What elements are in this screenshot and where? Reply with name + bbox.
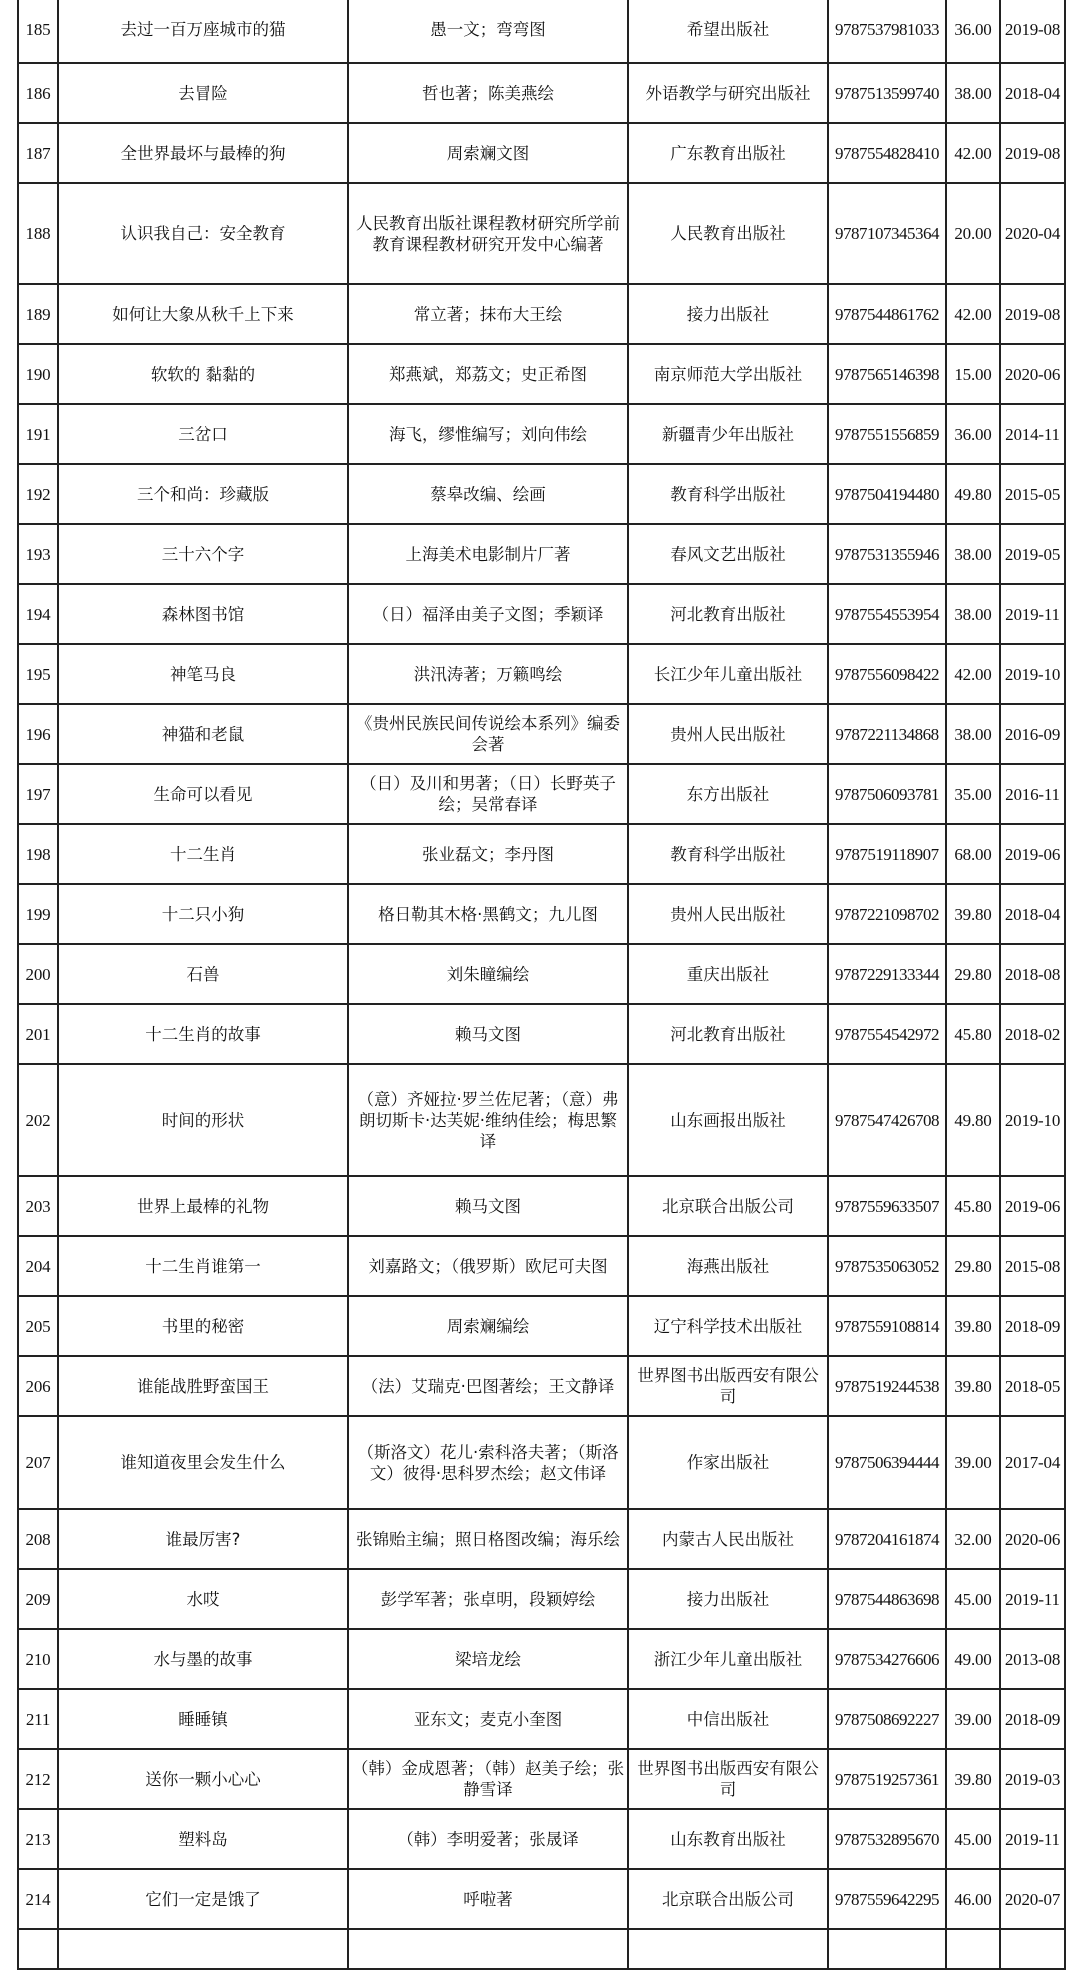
book-isbn: 9787107345364 (828, 183, 946, 284)
book-isbn: 9787547426708 (828, 1064, 946, 1176)
book-isbn: 9787554542972 (828, 1004, 946, 1064)
table-row (18, 1929, 1065, 1969)
book-isbn: 9787554828410 (828, 123, 946, 183)
publish-date: 2019-06 (1000, 1176, 1065, 1236)
row-number: 191 (18, 404, 58, 464)
book-price: 15.00 (946, 344, 1000, 404)
book-publisher: 贵州人民出版社 (628, 704, 828, 764)
book-price: 39.80 (946, 1356, 1000, 1416)
book-title: 谁知道夜里会发生什么 (58, 1416, 348, 1509)
book-price: 38.00 (946, 704, 1000, 764)
book-isbn: 9787504194480 (828, 464, 946, 524)
book-publisher: 新疆青少年出版社 (628, 404, 828, 464)
book-author: （日）福泽由美子文图；季颖译 (348, 584, 628, 644)
book-publisher: 内蒙古人民出版社 (628, 1509, 828, 1569)
table-row (18, 1509, 1065, 1569)
book-publisher: 北京联合出版公司 (628, 1176, 828, 1236)
publish-date: 2018-08 (1000, 944, 1065, 1004)
table-row (18, 1416, 1065, 1509)
publish-date: 2015-05 (1000, 464, 1065, 524)
book-price: 45.00 (946, 1809, 1000, 1869)
table-row (18, 1869, 1065, 1929)
row-number: 207 (18, 1416, 58, 1509)
book-publisher: 贵州人民出版社 (628, 884, 828, 944)
book-isbn: 9787229133344 (828, 944, 946, 1004)
book-isbn: 9787508692227 (828, 1689, 946, 1749)
table-row (18, 524, 1065, 584)
publish-date (1000, 1929, 1065, 1969)
table-row (18, 1176, 1065, 1236)
book-isbn: 9787554553954 (828, 584, 946, 644)
book-title: 软软的 黏黏的 (58, 344, 348, 404)
table-row (18, 1809, 1065, 1869)
book-publisher: 北京联合出版公司 (628, 1869, 828, 1929)
table-row (18, 1749, 1065, 1809)
publish-date: 2019-11 (1000, 1809, 1065, 1869)
book-author: 刘朱瞳编绘 (348, 944, 628, 1004)
book-title: 神猫和老鼠 (58, 704, 348, 764)
table-row (18, 884, 1065, 944)
row-number: 190 (18, 344, 58, 404)
book-isbn: 9787519118907 (828, 824, 946, 884)
table-row (18, 1064, 1065, 1176)
book-isbn: 9787559633507 (828, 1176, 946, 1236)
book-publisher: 接力出版社 (628, 1569, 828, 1629)
book-author: （日）及川和男著；（日）长野英子绘；吴常春译 (348, 764, 628, 824)
row-number: 204 (18, 1236, 58, 1296)
book-title: 三个和尚：珍藏版 (58, 464, 348, 524)
book-author: 格日勒其木格·黑鹤文；九儿图 (348, 884, 628, 944)
book-author: 赖马文图 (348, 1176, 628, 1236)
book-author (348, 1929, 628, 1969)
book-price: 39.00 (946, 1416, 1000, 1509)
book-list-table (17, 0, 1066, 1970)
book-isbn: 9787535063052 (828, 1236, 946, 1296)
table-row (18, 344, 1065, 404)
book-publisher: 作家出版社 (628, 1416, 828, 1509)
row-number: 210 (18, 1629, 58, 1689)
row-number: 186 (18, 63, 58, 123)
table-row (18, 1296, 1065, 1356)
book-isbn: 9787519244538 (828, 1356, 946, 1416)
row-number: 213 (18, 1809, 58, 1869)
book-price: 29.80 (946, 1236, 1000, 1296)
book-isbn: 9787506093781 (828, 764, 946, 824)
book-author: 常立著；抹布大王绘 (348, 284, 628, 344)
book-price: 38.00 (946, 524, 1000, 584)
book-isbn: 9787559108814 (828, 1296, 946, 1356)
book-author: 上海美术电影制片厂著 (348, 524, 628, 584)
book-title: 三十六个字 (58, 524, 348, 584)
book-price: 49.80 (946, 464, 1000, 524)
book-price: 39.80 (946, 1296, 1000, 1356)
table-row (18, 1356, 1065, 1416)
book-author: 周索斓编绘 (348, 1296, 628, 1356)
publish-date: 2019-08 (1000, 123, 1065, 183)
row-number: 203 (18, 1176, 58, 1236)
book-publisher: 河北教育出版社 (628, 584, 828, 644)
row-number: 185 (18, 0, 58, 63)
book-title: 去过一百万座城市的猫 (58, 0, 348, 63)
book-publisher: 河北教育出版社 (628, 1004, 828, 1064)
publish-date: 2019-08 (1000, 0, 1065, 63)
publish-date: 2018-05 (1000, 1356, 1065, 1416)
book-title: 去冒险 (58, 63, 348, 123)
table-row (18, 944, 1065, 1004)
book-price (946, 1929, 1000, 1969)
book-publisher: 南京师范大学出版社 (628, 344, 828, 404)
row-number: 193 (18, 524, 58, 584)
publish-date: 2019-11 (1000, 1569, 1065, 1629)
row-number: 198 (18, 824, 58, 884)
book-isbn: 9787537981033 (828, 0, 946, 63)
book-price: 42.00 (946, 123, 1000, 183)
publish-date: 2018-09 (1000, 1296, 1065, 1356)
book-price: 45.80 (946, 1176, 1000, 1236)
book-title: 神笔马良 (58, 644, 348, 704)
row-number: 200 (18, 944, 58, 1004)
book-publisher: 春风文艺出版社 (628, 524, 828, 584)
publish-date: 2020-06 (1000, 1509, 1065, 1569)
book-isbn: 9787519257361 (828, 1749, 946, 1809)
book-publisher: 辽宁科学技术出版社 (628, 1296, 828, 1356)
table-row (18, 63, 1065, 123)
book-price: 45.00 (946, 1569, 1000, 1629)
book-publisher: 广东教育出版社 (628, 123, 828, 183)
book-author: （韩）金成恩著；（韩）赵美子绘；张静雪译 (348, 1749, 628, 1809)
row-number: 192 (18, 464, 58, 524)
row-number: 188 (18, 183, 58, 284)
book-author: 人民教育出版社课程教材研究所学前教育课程教材研究开发中心编著 (348, 183, 628, 284)
book-publisher: 重庆出版社 (628, 944, 828, 1004)
book-author: 张锦贻主编；照日格图改编；海乐绘 (348, 1509, 628, 1569)
book-publisher: 东方出版社 (628, 764, 828, 824)
publish-date: 2016-09 (1000, 704, 1065, 764)
book-title: 时间的形状 (58, 1064, 348, 1176)
book-title: 十二生肖的故事 (58, 1004, 348, 1064)
book-title: 全世界最坏与最棒的狗 (58, 123, 348, 183)
book-author: 周索斓文图 (348, 123, 628, 183)
book-isbn (828, 1929, 946, 1969)
book-author: （斯洛文）花儿·索科洛夫著；（斯洛文）彼得·思科罗杰绘；赵文伟译 (348, 1416, 628, 1509)
row-number: 212 (18, 1749, 58, 1809)
book-title: 世界上最棒的礼物 (58, 1176, 348, 1236)
book-author: （意）齐娅拉·罗兰佐尼著；（意）弗朗切斯卡·达芙妮·维纳佳绘；梅思繁译 (348, 1064, 628, 1176)
row-number: 201 (18, 1004, 58, 1064)
book-isbn: 9787544863698 (828, 1569, 946, 1629)
book-isbn: 9787556098422 (828, 644, 946, 704)
row-number: 196 (18, 704, 58, 764)
book-author: 愚一文；弯弯图 (348, 0, 628, 63)
book-author: 张业磊文；李丹图 (348, 824, 628, 884)
book-publisher (628, 1929, 828, 1969)
row-number: 209 (18, 1569, 58, 1629)
book-title: 睡睡镇 (58, 1689, 348, 1749)
book-title: 塑料岛 (58, 1809, 348, 1869)
book-title: 谁能战胜野蛮国王 (58, 1356, 348, 1416)
book-title: 认识我自己：安全教育 (58, 183, 348, 284)
book-author: 《贵州民族民间传说绘本系列》编委会著 (348, 704, 628, 764)
row-number: 194 (18, 584, 58, 644)
table-row (18, 644, 1065, 704)
book-price: 38.00 (946, 63, 1000, 123)
publish-date: 2018-04 (1000, 63, 1065, 123)
publish-date: 2019-08 (1000, 284, 1065, 344)
row-number (18, 1929, 58, 1969)
book-publisher: 长江少年儿童出版社 (628, 644, 828, 704)
publish-date: 2020-06 (1000, 344, 1065, 404)
book-author: 呼啦著 (348, 1869, 628, 1929)
row-number: 189 (18, 284, 58, 344)
book-title: 十二生肖 (58, 824, 348, 884)
book-price: 35.00 (946, 764, 1000, 824)
book-price: 39.80 (946, 1749, 1000, 1809)
book-isbn: 9787513599740 (828, 63, 946, 123)
book-isbn: 9787559642295 (828, 1869, 946, 1929)
book-title: 水哎 (58, 1569, 348, 1629)
book-author: 蔡皋改编、绘画 (348, 464, 628, 524)
table-row (18, 584, 1065, 644)
book-title: 十二只小狗 (58, 884, 348, 944)
book-isbn: 9787531355946 (828, 524, 946, 584)
row-number: 208 (18, 1509, 58, 1569)
publish-date: 2020-04 (1000, 183, 1065, 284)
publish-date: 2019-11 (1000, 584, 1065, 644)
book-author: 赖马文图 (348, 1004, 628, 1064)
publish-date: 2018-04 (1000, 884, 1065, 944)
publish-date: 2019-06 (1000, 824, 1065, 884)
book-publisher: 教育科学出版社 (628, 464, 828, 524)
table-row (18, 183, 1065, 284)
book-price: 36.00 (946, 404, 1000, 464)
book-author: 海飞，缪惟编写；刘向伟绘 (348, 404, 628, 464)
table-row (18, 1236, 1065, 1296)
book-price: 39.00 (946, 1689, 1000, 1749)
table-row (18, 464, 1065, 524)
book-title: 生命可以看见 (58, 764, 348, 824)
row-number: 197 (18, 764, 58, 824)
book-title: 如何让大象从秋千上下来 (58, 284, 348, 344)
publish-date: 2018-09 (1000, 1689, 1065, 1749)
publish-date: 2016-11 (1000, 764, 1065, 824)
book-author: （韩）李明爱著；张晟译 (348, 1809, 628, 1869)
book-author: （法）艾瑞克·巴图著绘；王文静译 (348, 1356, 628, 1416)
book-title: 十二生肖谁第一 (58, 1236, 348, 1296)
book-publisher: 浙江少年儿童出版社 (628, 1629, 828, 1689)
row-number: 211 (18, 1689, 58, 1749)
book-price: 39.80 (946, 884, 1000, 944)
book-price: 46.00 (946, 1869, 1000, 1929)
book-author: 哲也著；陈美燕绘 (348, 63, 628, 123)
book-publisher: 海燕出版社 (628, 1236, 828, 1296)
row-number: 187 (18, 123, 58, 183)
publish-date: 2019-10 (1000, 1064, 1065, 1176)
table-row (18, 123, 1065, 183)
book-price: 29.80 (946, 944, 1000, 1004)
book-author: 洪汛涛著；万籁鸣绘 (348, 644, 628, 704)
book-isbn: 9787544861762 (828, 284, 946, 344)
publish-date: 2018-02 (1000, 1004, 1065, 1064)
book-publisher: 山东教育出版社 (628, 1809, 828, 1869)
row-number: 199 (18, 884, 58, 944)
book-publisher: 中信出版社 (628, 1689, 828, 1749)
book-isbn: 9787506394444 (828, 1416, 946, 1509)
book-publisher: 外语教学与研究出版社 (628, 63, 828, 123)
book-author: 刘嘉路文；（俄罗斯）欧尼可夫图 (348, 1236, 628, 1296)
book-price: 68.00 (946, 824, 1000, 884)
book-publisher: 人民教育出版社 (628, 183, 828, 284)
publish-date: 2019-03 (1000, 1749, 1065, 1809)
table-row (18, 1689, 1065, 1749)
book-isbn: 9787221098702 (828, 884, 946, 944)
table-row (18, 764, 1065, 824)
book-title: 送你一颗小心心 (58, 1749, 348, 1809)
book-title: 水与墨的故事 (58, 1629, 348, 1689)
book-isbn: 9787204161874 (828, 1509, 946, 1569)
book-isbn: 9787551556859 (828, 404, 946, 464)
table-row (18, 284, 1065, 344)
row-number: 206 (18, 1356, 58, 1416)
publish-date: 2017-04 (1000, 1416, 1065, 1509)
book-price: 42.00 (946, 644, 1000, 704)
book-title: 三岔口 (58, 404, 348, 464)
book-price: 49.80 (946, 1064, 1000, 1176)
book-title: 石兽 (58, 944, 348, 1004)
book-isbn: 9787565146398 (828, 344, 946, 404)
table-row (18, 1004, 1065, 1064)
book-title (58, 1929, 348, 1969)
book-author: 梁培龙绘 (348, 1629, 628, 1689)
table-row (18, 824, 1065, 884)
publish-date: 2014-11 (1000, 404, 1065, 464)
publish-date: 2013-08 (1000, 1629, 1065, 1689)
book-price: 42.00 (946, 284, 1000, 344)
book-price: 49.00 (946, 1629, 1000, 1689)
book-title: 森林图书馆 (58, 584, 348, 644)
publish-date: 2019-05 (1000, 524, 1065, 584)
book-publisher: 世界图书出版西安有限公司 (628, 1356, 828, 1416)
row-number: 202 (18, 1064, 58, 1176)
book-publisher: 教育科学出版社 (628, 824, 828, 884)
table-row (18, 1629, 1065, 1689)
book-publisher: 世界图书出版西安有限公司 (628, 1749, 828, 1809)
book-publisher: 接力出版社 (628, 284, 828, 344)
book-isbn: 9787534276606 (828, 1629, 946, 1689)
table-row (18, 1569, 1065, 1629)
book-price: 32.00 (946, 1509, 1000, 1569)
table-row (18, 0, 1065, 63)
book-isbn: 9787532895670 (828, 1809, 946, 1869)
row-number: 205 (18, 1296, 58, 1356)
table-row (18, 704, 1065, 764)
book-price: 20.00 (946, 183, 1000, 284)
publish-date: 2019-10 (1000, 644, 1065, 704)
book-price: 36.00 (946, 0, 1000, 63)
publish-date: 2015-08 (1000, 1236, 1065, 1296)
book-author: 彭学军著；张卓明，段颖婷绘 (348, 1569, 628, 1629)
book-title: 书里的秘密 (58, 1296, 348, 1356)
book-publisher: 山东画报出版社 (628, 1064, 828, 1176)
table-row (18, 404, 1065, 464)
book-title: 它们一定是饿了 (58, 1869, 348, 1929)
row-number: 214 (18, 1869, 58, 1929)
row-number: 195 (18, 644, 58, 704)
book-author: 郑燕斌，郑荔文；史正希图 (348, 344, 628, 404)
table-body (18, 0, 1065, 1969)
book-isbn: 9787221134868 (828, 704, 946, 764)
book-price: 38.00 (946, 584, 1000, 644)
publish-date: 2020-07 (1000, 1869, 1065, 1929)
book-publisher: 希望出版社 (628, 0, 828, 63)
book-author: 亚东文；麦克小奎图 (348, 1689, 628, 1749)
book-price: 45.80 (946, 1004, 1000, 1064)
book-title: 谁最厉害? (58, 1509, 348, 1569)
